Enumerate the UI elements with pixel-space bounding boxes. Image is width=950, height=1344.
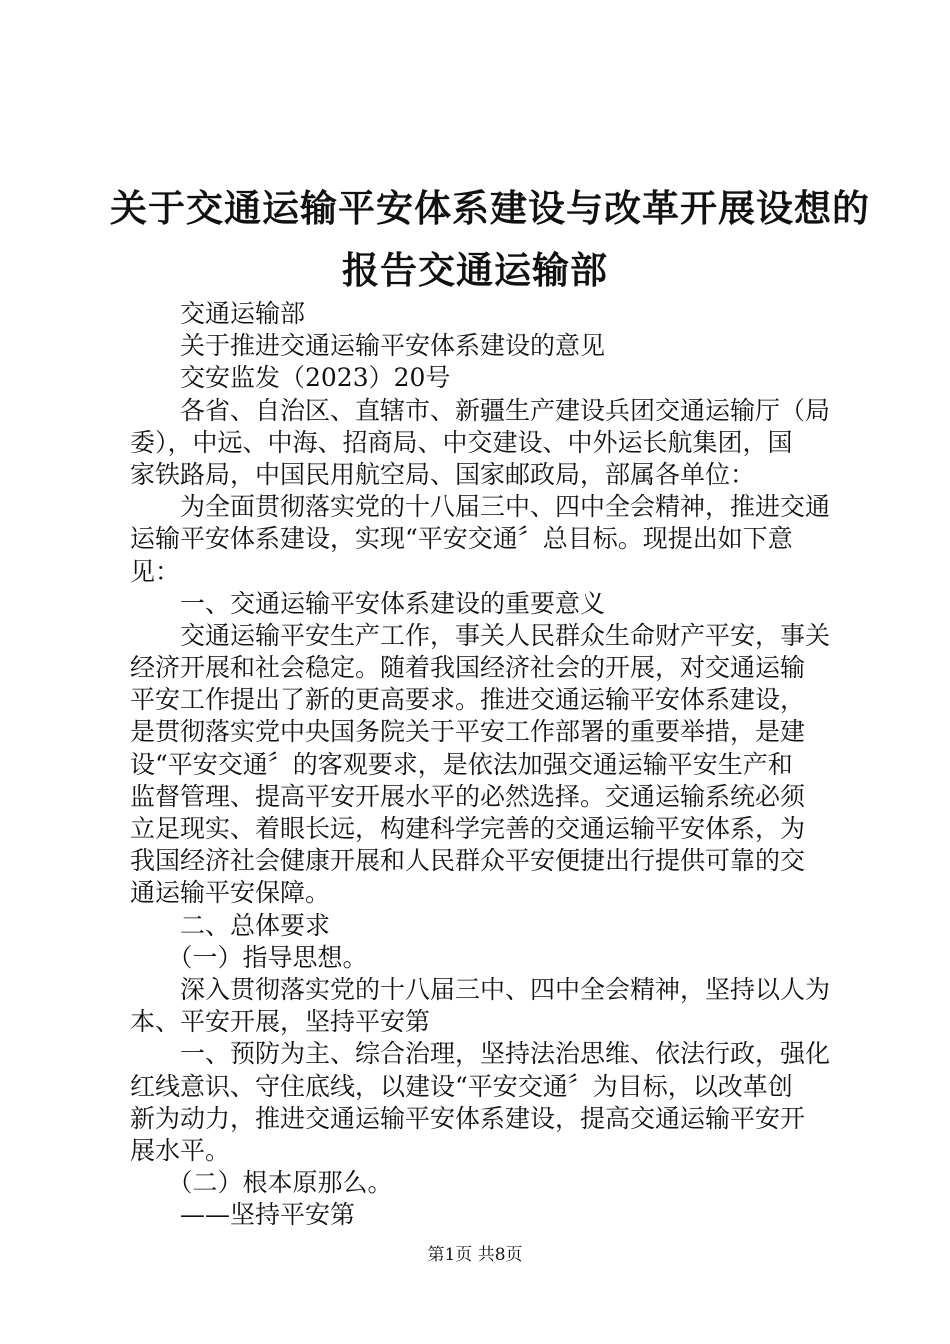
body-line: 是贯彻落实党中央国务院关于平安工作部署的重要举措，是建 xyxy=(130,717,806,747)
body-line: 深入贯彻落实党的十八届三中、四中全会精神，坚持以人为 xyxy=(130,974,831,1004)
body-line: 通运输平安保障。 xyxy=(130,878,331,908)
document-body xyxy=(130,298,830,1231)
body-line: 交通运输部 xyxy=(130,299,306,328)
body-line: 平安工作提出了新的更高要求。推进交通运输平安体系建设， xyxy=(130,685,806,715)
body-line: 监督管理、提高平安开展水平的必然选择。交通运输系统必须 xyxy=(130,781,806,811)
body-line: 立足现实、着眼长远，构建科学完善的交通运输平安体系，为 xyxy=(130,814,806,843)
body-line: 展水平。 xyxy=(130,1135,231,1165)
body-line: 一、预防为主、综合治理，坚持法治思维、依法行政，强化 xyxy=(130,1039,831,1069)
body-line: 新为动力，推进交通运输平安体系建设，提高交通运输平安开 xyxy=(130,1103,806,1133)
body-line: 一、交通运输平安体系建设的重要意义 xyxy=(130,588,606,618)
body-line: 运输平安体系建设，实现“平安交通〞总目标。现提出如下意 xyxy=(130,524,793,554)
body-line: 为全面贯彻落实党的十八届三中、四中全会精神，推进交通 xyxy=(130,492,831,522)
body-line: （一）指导思想。 xyxy=(130,942,368,972)
body-line: 交通运输平安生产工作，事关人民群众生命财产平安，事关 xyxy=(130,620,831,650)
body-line: （二）根本原那么。 xyxy=(130,1168,393,1198)
body-line: 经济开展和社会稳定。随着我国经济社会的开展，对交通运输 xyxy=(130,653,806,683)
document-title-line-2: 报告交通运输部 xyxy=(342,248,608,292)
body-line: 红线意识、守住底线，以建设“平安交通〞为目标，以改革创 xyxy=(130,1071,793,1101)
body-line: ——坚持平安第 xyxy=(130,1200,356,1230)
body-line: 家铁路局，中国民用航空局、国家邮政局，部属各单位： xyxy=(130,459,756,489)
body-line: 委），中远、中海、招商局、中交建设、中外运长航集团，国 xyxy=(130,427,793,457)
body-line: 设“平安交通〞的客观要求，是依法加强交通运输平安生产和 xyxy=(130,749,793,779)
body-line: 二、总体要求 xyxy=(130,910,331,940)
document-title-line-1: 关于交通运输平安体系建设与改革开展设想的 xyxy=(110,186,870,230)
body-line: 我国经济社会健康开展和人民群众平安便捷出行提供可靠的交 xyxy=(130,846,806,876)
body-line: 关于推进交通运输平安体系建设的意见 xyxy=(130,331,606,361)
body-line: 各省、自治区、直辖市、新疆生产建设兵团交通运输厅（局 xyxy=(130,395,831,425)
body-line: 见： xyxy=(130,556,181,586)
page-footer: 第1页 共8页 xyxy=(427,1245,523,1265)
body-line: 交安监发（2023）20号 xyxy=(130,363,451,393)
body-line: 本、平安开展，坚持平安第 xyxy=(130,1007,431,1037)
